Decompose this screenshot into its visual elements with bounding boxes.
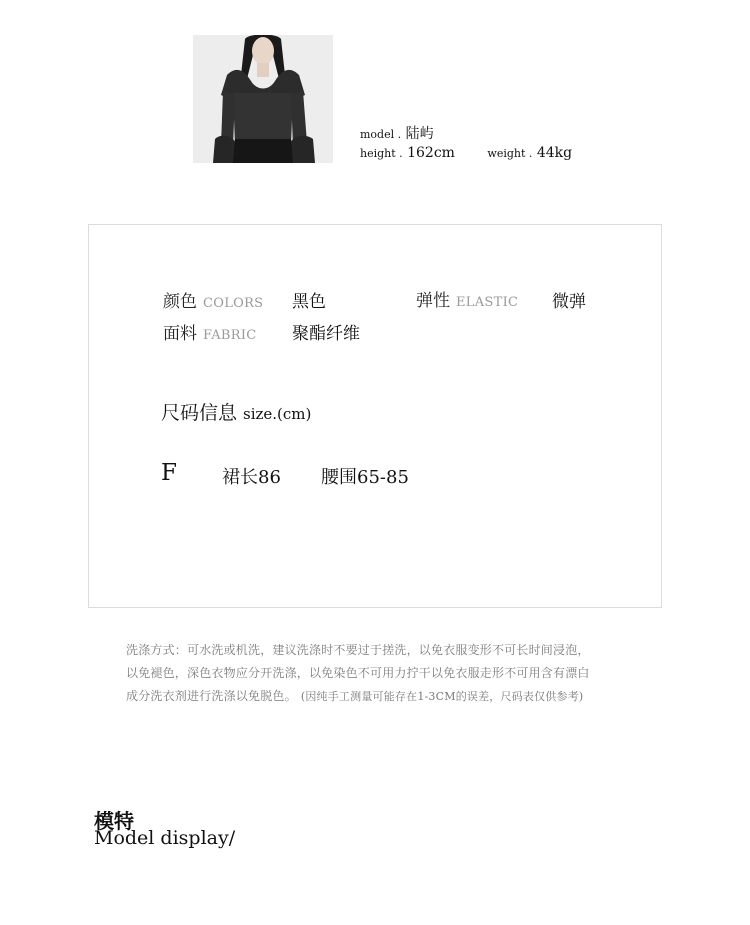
model-display-title-en: Model display/ [94,827,236,849]
size-subtitle: size.(cm) [243,405,312,423]
fabric-label-cn: 面料 [163,324,197,344]
model-name: 陆屿 [405,126,434,142]
care-line-3-text: 成分洗衣剂进行洗涤以免脱色。 [126,689,297,703]
size-title: 尺码信息 [161,402,238,424]
color-label [163,287,263,312]
color-value: 黑色 [292,292,326,312]
fabric-label [163,319,257,344]
care-line-1: 洗涤方式：可水洗或机洗，建议洗涤时不要过于搓洗，以免衣服变形不可长时间浸泡， [126,643,590,657]
model-weight: 44kg [536,145,573,161]
fabric-value: 聚酯纤维 [292,324,360,344]
elastic-label [416,286,518,311]
fabric-label-en: FABRIC [203,328,257,343]
care-line-2: 以免褪色，深色衣物应分开洗涤，以免染色不可用力拧干以免衣服走形不可用含有漂白 [126,666,590,680]
care-note: (因纯手工测量可能存在1-3CM的误差，尺码表仅供参考) [300,690,584,703]
color-label-cn: 颜色 [163,292,197,312]
model-height: 162cm [407,145,455,161]
model-name-label: model . [360,128,402,141]
model-display-title-cn: 模特 [94,809,134,833]
model-weight-label: weight . [487,147,533,160]
size-waist: 腰围65-85 [321,467,409,488]
model-height-label: height . [360,147,403,160]
model-measure-line [360,145,572,161]
size-code: F [161,460,177,486]
elastic-label-cn: 弹性 [416,291,450,311]
color-label-en: COLORS [203,296,264,311]
size-heading [161,398,311,425]
size-length: 裙长86 [222,467,281,488]
elastic-label-en: ELASTIC [456,295,519,310]
elastic-value: 微弹 [552,292,586,312]
model-name-line [360,123,434,143]
model-photo [193,35,333,163]
care-line-3 [126,687,583,704]
